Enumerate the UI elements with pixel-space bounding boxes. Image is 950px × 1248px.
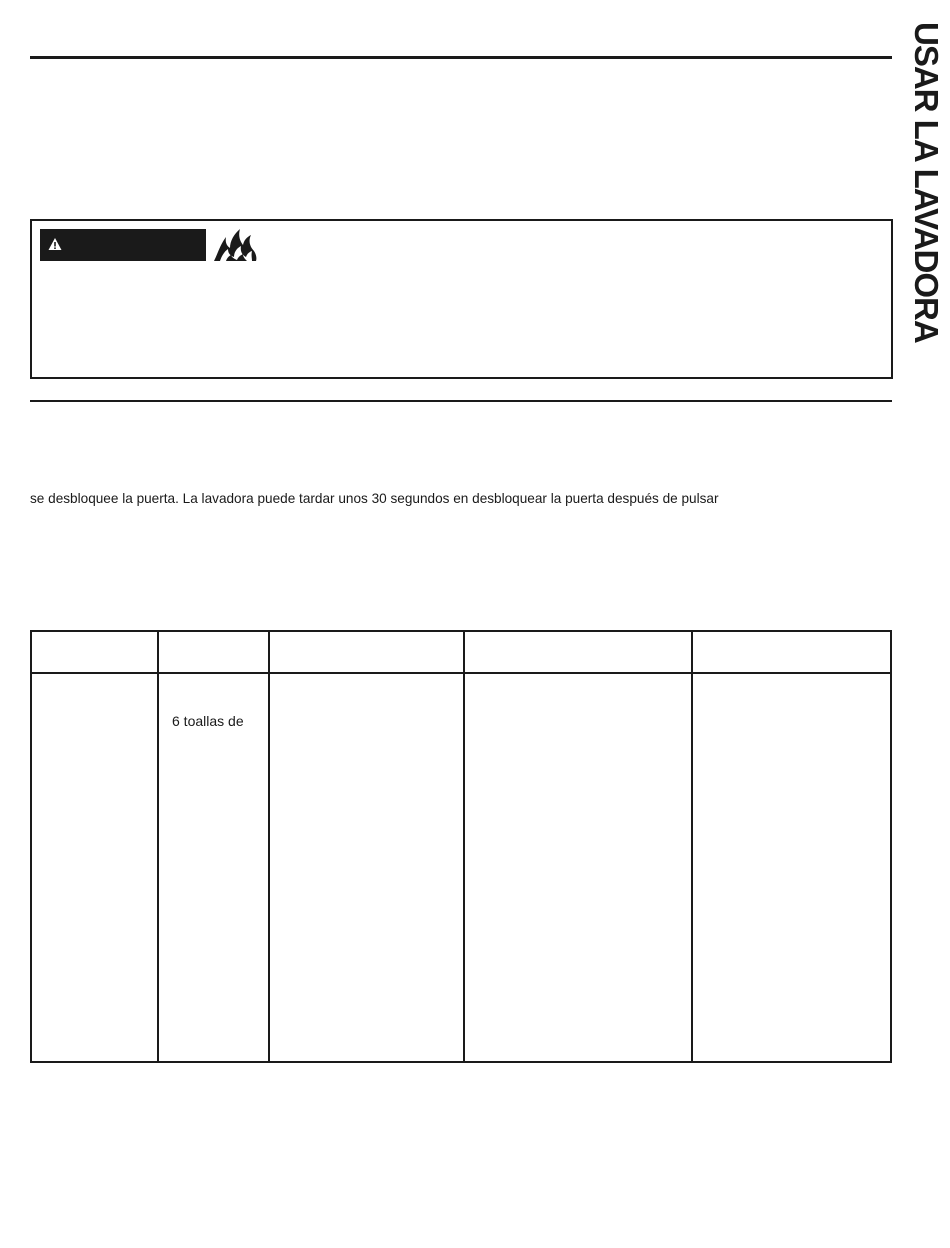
- section-side-tab: [906, 22, 946, 362]
- table-column-divider: [691, 632, 693, 1061]
- warning-triangle-icon: [48, 237, 62, 251]
- table-cell: 6 toallas de: [172, 713, 244, 729]
- table-column-divider: [268, 632, 270, 1061]
- table-column-divider: [157, 632, 159, 1061]
- table-header-divider: [32, 672, 890, 674]
- fire-icon: [212, 227, 258, 263]
- table-column-divider: [463, 632, 465, 1061]
- side-tab-label: USAR LA LAVADORA: [908, 22, 945, 343]
- top-divider: [30, 56, 892, 59]
- section-divider: [30, 400, 892, 402]
- body-paragraph: se desbloquee la puerta. La lavadora puede tardar unos 30 segundos en desbloquear la puerta después de pulsar: [30, 491, 719, 506]
- load-table: [30, 630, 892, 1063]
- warning-box: [30, 219, 893, 379]
- warning-label-bar: [40, 229, 206, 261]
